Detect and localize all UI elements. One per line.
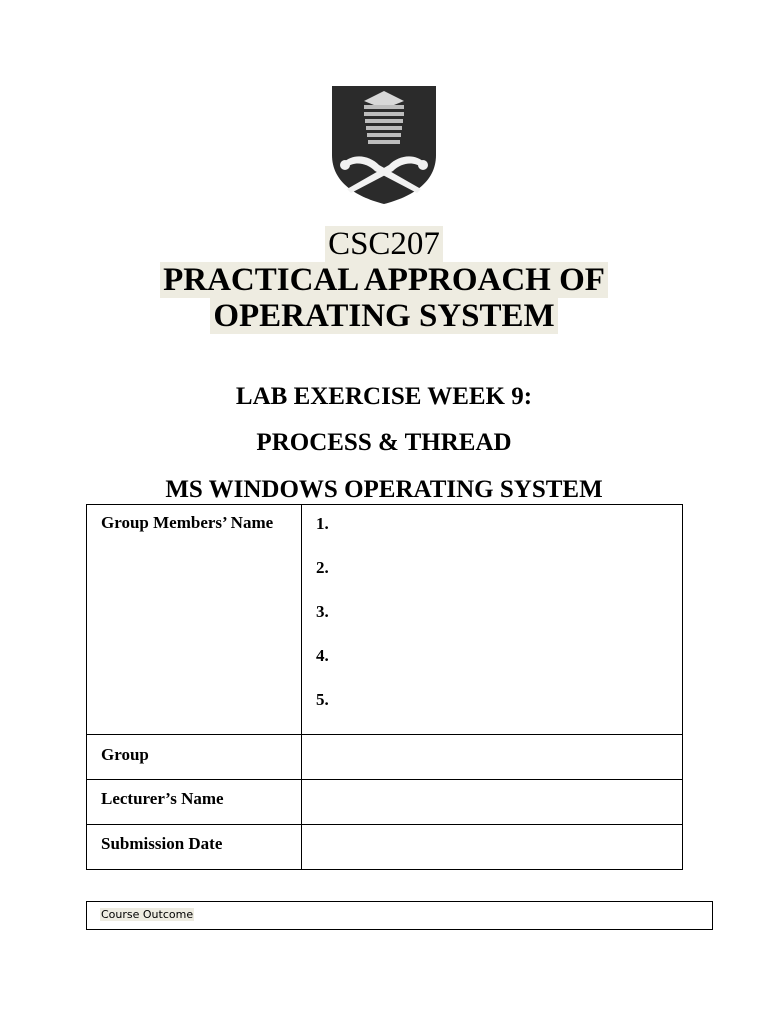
member-number: 5. xyxy=(316,690,329,709)
lecturer-label: Lecturer’s Name xyxy=(87,780,302,825)
member-number: 1. xyxy=(316,514,329,533)
member-number: 2. xyxy=(316,558,329,577)
group-field[interactable] xyxy=(302,735,683,780)
lecturer-row xyxy=(87,780,683,825)
member-number: 3. xyxy=(316,602,329,621)
course-outcome-box xyxy=(86,901,713,930)
info-table xyxy=(86,504,683,870)
member-number: 4. xyxy=(316,646,329,665)
group-label: Group xyxy=(87,735,302,780)
topic-heading: PROCESS & THREAD xyxy=(256,429,512,456)
cover-title xyxy=(0,226,768,334)
members-row xyxy=(87,505,683,735)
course-title-line-1: PRACTICAL APPROACH OF xyxy=(160,262,608,298)
lab-exercise-heading: LAB EXERCISE WEEK 9: xyxy=(235,383,533,410)
platform-heading: MS WINDOWS OPERATING SYSTEM xyxy=(165,476,603,503)
members-field[interactable] xyxy=(302,505,683,735)
course-title-line-2: OPERATING SYSTEM xyxy=(210,298,557,334)
submission-date-field[interactable] xyxy=(302,825,683,870)
course-code: CSC207 xyxy=(325,226,443,262)
submission-date-label: Submission Date xyxy=(87,825,302,870)
group-row xyxy=(87,735,683,780)
members-list xyxy=(302,505,682,734)
lecturer-field[interactable] xyxy=(302,780,683,825)
submission-row xyxy=(87,825,683,870)
university-crest-icon xyxy=(331,85,437,205)
group-members-label: Group Members’ Name xyxy=(87,505,302,735)
course-outcome-label: Course Outcome xyxy=(101,908,194,921)
